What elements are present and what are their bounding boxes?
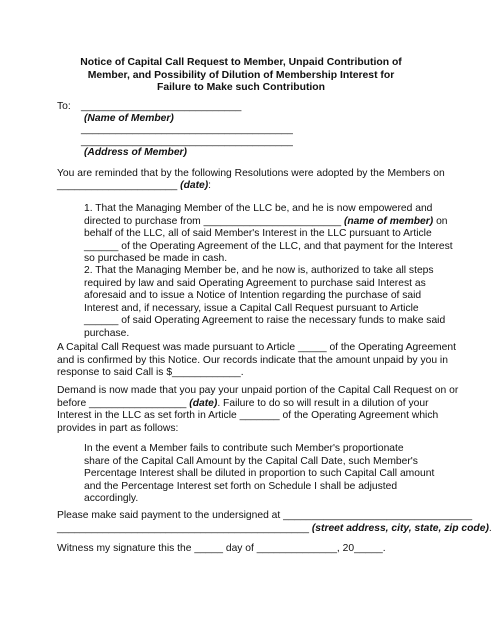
resolution-2-line-6: purchase. — [84, 327, 130, 339]
member-address-label: (Address of Member) — [84, 147, 187, 158]
quote-line-2: share of the Capital Call Amount by the Capital Call Date, such Member's — [84, 455, 418, 467]
title-line-2: Member, and Possibility of Dilution of Membership Interest for — [87, 69, 395, 81]
resolution-2-line-5: ______ of said Operating Agreement to raise the necessary funds to make said — [84, 315, 446, 327]
resolution-1 — [84, 203, 453, 266]
resolution-1-line-3: behalf of the LLC, all of said Member's Interest in the LLC pursuant to Article — [84, 228, 432, 240]
demand-line-2-end: . Failure to do so will result in a dilution of your — [217, 397, 429, 409]
capital-call-line-3: response to said Call is $____________. — [57, 367, 244, 379]
quoted-provision — [84, 443, 434, 506]
payment-line-1: Please make said payment to the undersigned at _________________________________ — [57, 510, 473, 521]
title-line-1: Notice of Capital Call Request to Member, Unpaid Contribution of — [80, 57, 402, 68]
resolution-2-line-3: aforesaid and to issue a Notice of Intention regarding the purchase of said — [84, 290, 422, 302]
title-line-3: Failure to Make such Contribution — [157, 82, 325, 94]
member-name-label: (Name of Member) — [84, 113, 174, 124]
member-address-blank-1[interactable]: _____________________________________ — [81, 124, 293, 135]
demand-date-label: (date) — [189, 397, 218, 409]
reminder-text: You are reminded that by the following Resolutions were adopted by the Members on — [57, 168, 445, 179]
demand-paragraph — [57, 385, 458, 435]
resolution-1-line-5: so purchased be made in cash. — [84, 253, 228, 265]
reminder-date-line — [57, 180, 211, 193]
demand-line-2-start: before _________________ — [57, 397, 187, 409]
member-name-blank[interactable]: ____________________________ — [81, 101, 242, 112]
payment-line-2-end: . — [488, 522, 492, 534]
demand-line-2 — [57, 398, 458, 411]
witness-line: Witness my signature this the _____ day of ______________, 20_____. — [57, 543, 386, 554]
member-address-blank-2[interactable]: _____________________________________ — [81, 136, 293, 147]
demand-line-3: Interest in the LLC as set forth in Article _______ of the Operating Agreement which — [57, 410, 439, 422]
resolution-2 — [84, 265, 445, 341]
resolution-2-line-4: Interest and, if necessary, issue a Capital Call Request pursuant to Article — [84, 302, 419, 314]
resolution-1-member-label: (name of member) — [343, 215, 434, 227]
street-address-blank[interactable]: ____________________________________________ — [57, 522, 309, 534]
resolution-2-line-1: 2. That the Managing Member be, and he now is, authorized to take all steps — [84, 265, 434, 276]
capital-call-paragraph — [57, 342, 456, 380]
resolution-1-line-4: ______ of the Operating Agreement of the LLC, and that payment for the Interest — [84, 240, 453, 252]
street-address-label: (street address, city, state, zip code) — [311, 522, 489, 534]
reminder-colon: : — [208, 180, 212, 191]
document-title — [56, 57, 426, 95]
resolution-2-line-2: required by law and said Operating Agreement to purchase said Interest as — [84, 277, 426, 289]
quote-line-1: In the event a Member fails to contribute such Member's proportionate — [84, 443, 404, 454]
resolution-1-line-2-start: directed to purchase from ________________________ — [84, 215, 342, 227]
demand-line-1: Demand is now made that you pay your unpaid portion of the Capital Call Request on or — [57, 385, 459, 396]
payment-paragraph — [57, 510, 492, 535]
capital-call-line-1: A Capital Call Request was made pursuant to Article _____ of the Operating Agreement — [57, 342, 456, 353]
to-label: To: — [57, 101, 71, 112]
resolution-1-line-2-end: on — [436, 215, 448, 227]
demand-line-4: provides in part as follows: — [57, 422, 179, 434]
quote-line-5: accordingly. — [84, 493, 139, 505]
capital-call-line-2: and is confirmed by this Notice. Our records indicate that the amount unpaid by you in — [57, 354, 448, 366]
quote-line-3: Percentage Interest shall be diluted in proportion to such Capital Call amount — [84, 468, 435, 480]
resolution-1-line-1: 1. That the Managing Member of the LLC be, and he is now empowered and — [84, 203, 433, 214]
resolution-date-blank[interactable]: _____________________ — [57, 180, 178, 191]
resolution-date-label: (date) — [180, 180, 209, 191]
quote-line-4: and the Percentage Interest set forth on Schedule I shall be adjusted — [84, 480, 398, 492]
resolution-1-line-2 — [84, 216, 453, 229]
payment-line-2 — [57, 523, 492, 536]
